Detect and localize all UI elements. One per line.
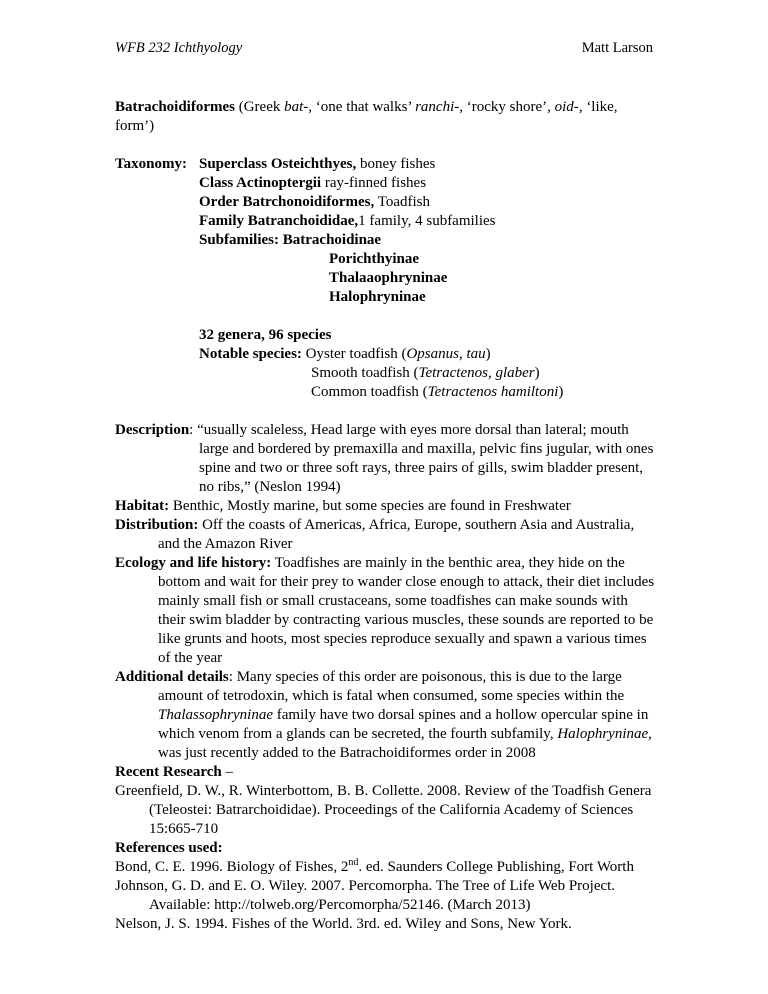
etymology-text: , ‘like, form’) (115, 99, 618, 134)
etymology-root: oid- (554, 99, 579, 115)
class-line: Class Actinoptergii ray-finned fishes (199, 175, 427, 191)
references-heading: References used: (115, 840, 223, 856)
order-line: Order Batrchonoidiformes, Toadfish (199, 194, 431, 210)
notable-species-item: Smooth toadfish (Tetractenos, glaber) (311, 365, 540, 381)
order-name: Batrachoidiformes (115, 99, 235, 115)
habitat-paragraph: Habitat: Benthic, Mostly marine, but some species are found in Freshwater (115, 498, 571, 514)
family-line: Family Batranchoididae,1 family, 4 subfamilies (199, 213, 496, 229)
notable-species-line: Notable species: Oyster toadfish (Opsanus, tau) (199, 346, 491, 362)
reference-item: Johnson, G. D. and E. O. Wiley. 2007. Percomorpha. The Tree of Life Web Project. Available: http://tolweb.org/Percomorpha/52146. (March 2013) (115, 878, 616, 913)
etymology-text: , ‘one that walks’ (308, 99, 416, 115)
reference-item: Bond, C. E. 1996. Biology of Fishes, 2nd. ed. Saunders College Publishing, Fort Worth (115, 857, 634, 875)
document-body (115, 98, 655, 934)
ecology-paragraph: Ecology and life history: Toadfishes are mainly in the benthic area, they hide on the bottom and wait for their prey to wander close enough to attack, their diet includes mainly small fish or small crustaceans, some toadfishes can make sounds with their swim bladder by contracting various muscles, these sounds are reported to be like grunts and hoots, most species reproduce sexually and spawn a various times of the year (115, 555, 655, 666)
description-paragraph: Description: “usually scaleless, Head large with eyes more dorsal than lateral; mouth large and bordered by premaxilla and maxilla, pelvic fins jugular, with ones spine and two or three soft rays, three pairs of gills, swim bladder present, no ribs,” (Neslon 1994) (115, 422, 654, 495)
author-header: Matt Larson (581, 40, 653, 56)
superclass-line: Superclass Osteichthyes, boney fishes (199, 156, 436, 172)
order-title (115, 98, 655, 136)
recent-research-citation: Greenfield, D. W., R. Winterbottom, B. B. Collette. 2008. Review of the Toadfish Genera (Teleostei: Batrarchoididae). Proceedings of the California Academy of Sciences 15:665-710 (115, 783, 652, 837)
course-header: WFB 232 Ichthyology (115, 40, 243, 56)
distribution-paragraph: Distribution: Off the coasts of Americas, Africa, Europe, southern Asia and Australia, and the Amazon River (115, 517, 635, 552)
recent-research-heading: Recent Research – (115, 764, 234, 780)
taxonomy-label: Taxonomy: (115, 156, 187, 172)
subfamily-item: Porichthyinae (329, 251, 419, 267)
subfamily-item: Thalaaophryninae (329, 270, 448, 286)
etymology-text: , ‘rocky shore’, (459, 99, 555, 115)
subfamily-item: Halophryninae (329, 289, 426, 305)
etymology-root: bat- (284, 99, 309, 115)
etymology-root: ranchi- (415, 99, 460, 115)
genera-species-count: 32 genera, 96 species (199, 327, 332, 343)
additional-details-paragraph: Additional details: Many species of this order are poisonous, this is due to the large amount of tetrodoxin, which is fatal when consumed, some species within the Thalassophryninae family have two dorsal spines and a hollow opercular spine in which venom from a glands can be secreted, the fourth subfamily, Halophryninae, was just recently added to the Batrachoidiformes order in 2008 (115, 669, 652, 761)
subfamilies-line: Subfamilies: Batrachoidinae (199, 232, 382, 248)
etymology-text: (Greek (234, 99, 285, 115)
taxonomy-section (115, 155, 655, 402)
reference-item: Nelson, J. S. 1994. Fishes of the World. 3rd. ed. Wiley and Sons, New York. (115, 916, 572, 932)
notable-species-item: Common toadfish (Tetractenos hamiltoni) (311, 384, 564, 400)
